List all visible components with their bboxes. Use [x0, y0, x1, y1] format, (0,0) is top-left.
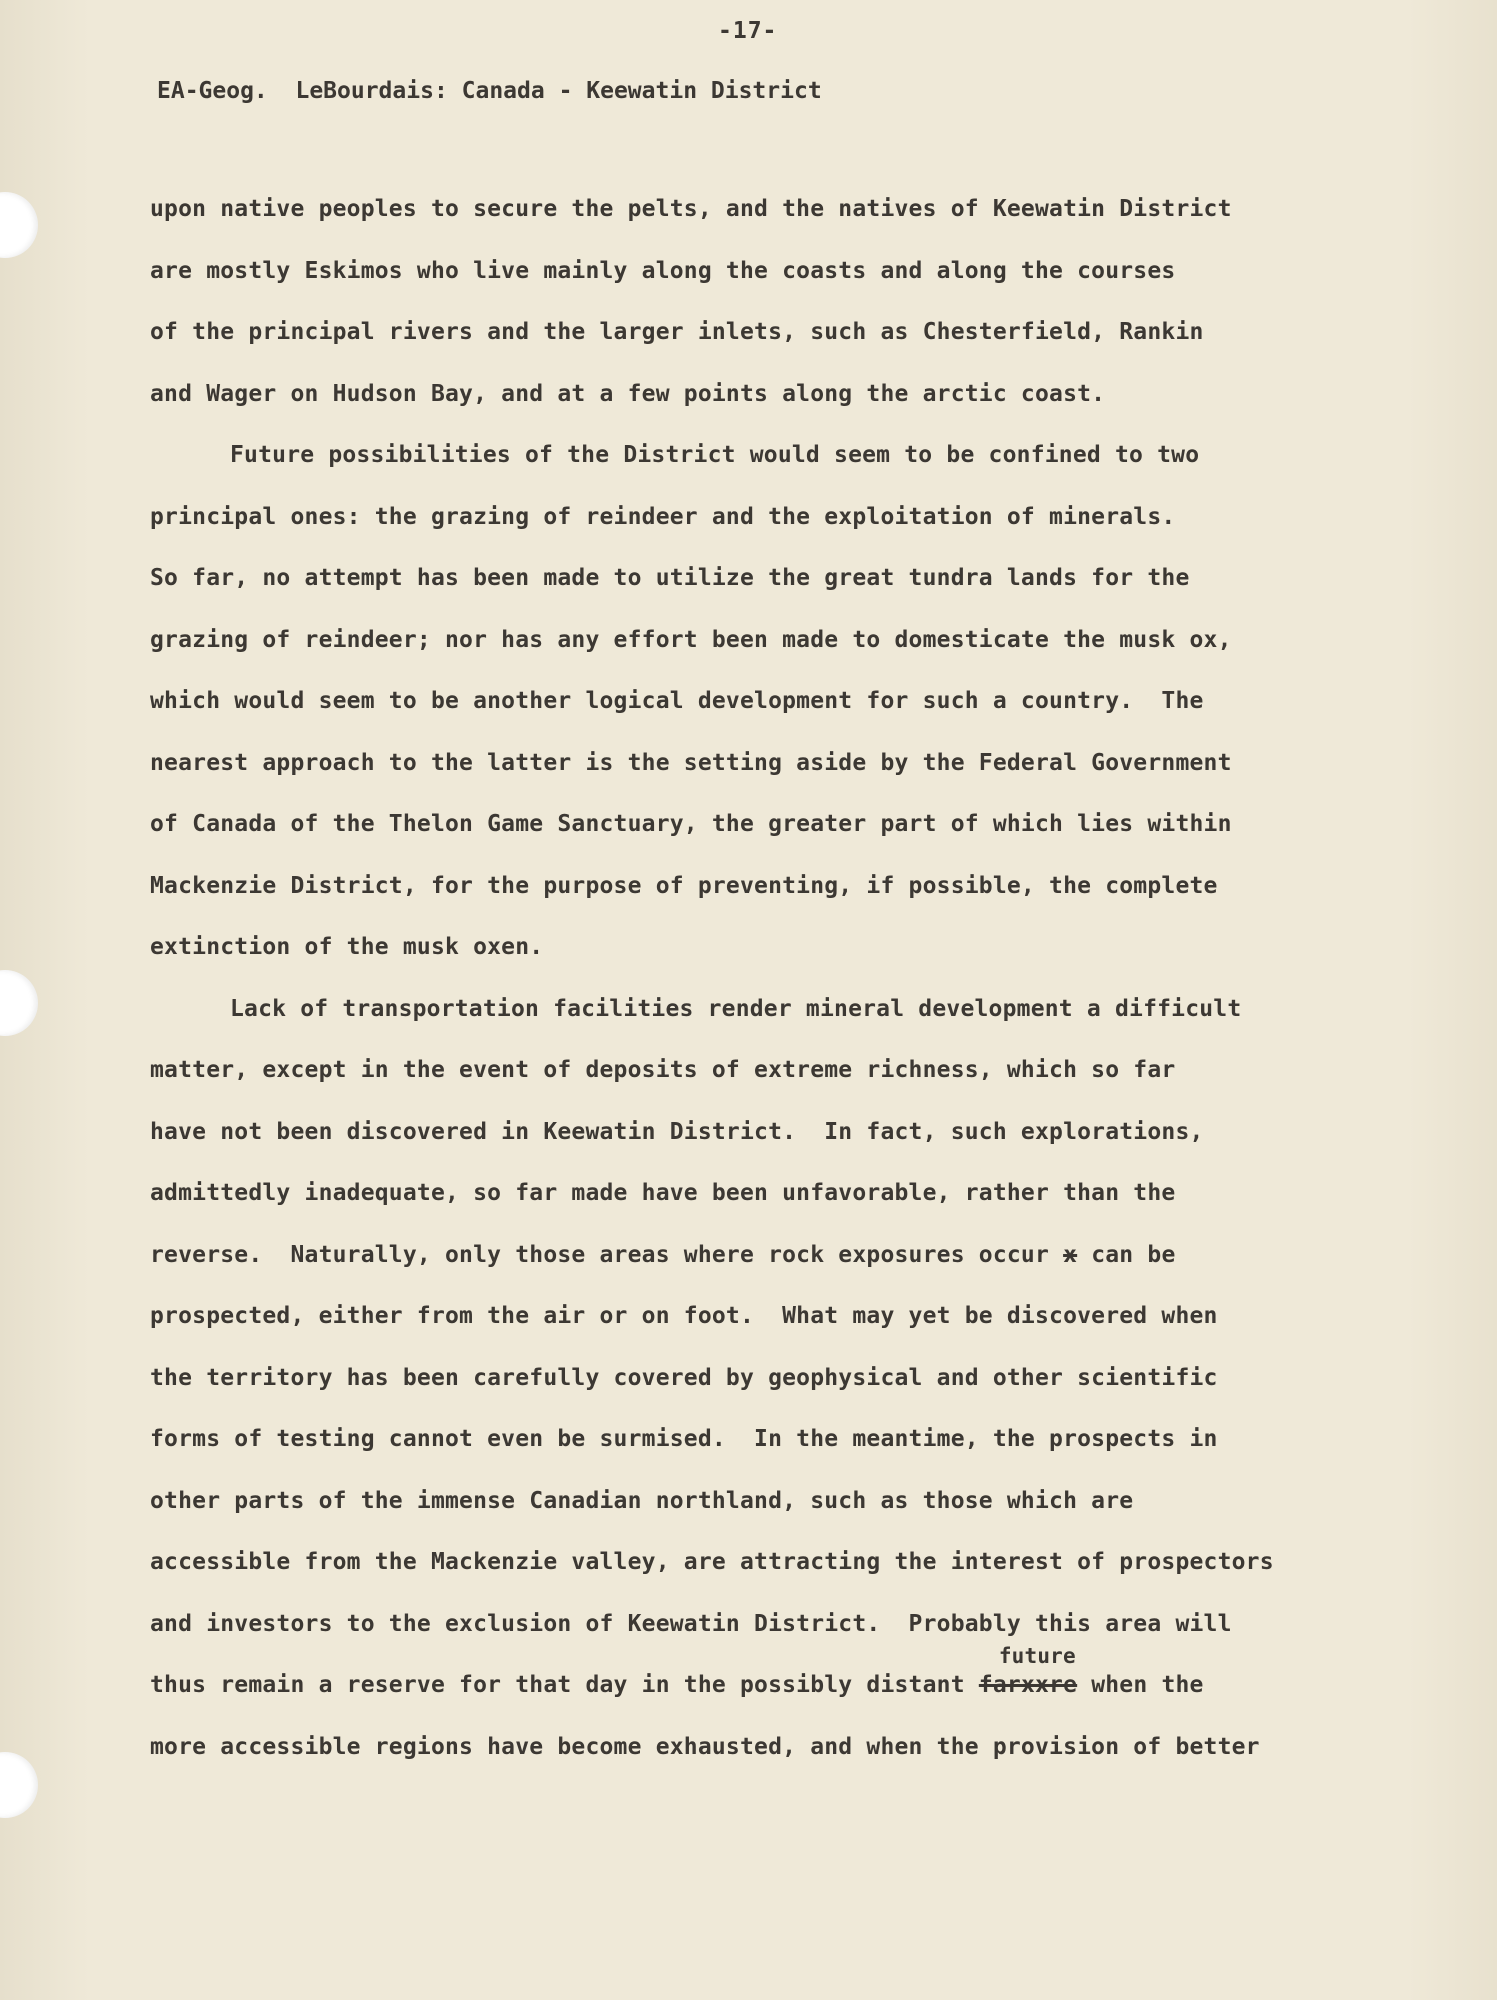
line-text: reverse. Naturally, only those areas where rock exposures occur — [150, 1241, 1050, 1268]
text-line: accessible from the Mackenzie valley, are attracting the interest of prospectors — [150, 1549, 1274, 1575]
text-line: Lack of transportation facilities render mineral development a difficult — [230, 995, 1242, 1022]
text-line: admittedly inadequate, so far made have been unfavorable, rather than the — [150, 1180, 1176, 1206]
page-number: -17- — [718, 18, 778, 44]
struck-word: farxxre — [978, 1672, 1078, 1698]
text-line: which would seem to be another logical development for such a country. The — [150, 688, 1204, 714]
text-line: nearest approach to the latter is the setting aside by the Federal Government — [150, 749, 1232, 776]
text-line: Mackenzie District, for the purpose of preventing, if possible, the complete — [150, 872, 1218, 899]
corrected-word — [978, 1644, 1078, 1698]
line-text: thus remain a reserve for that day in the possibly distant — [150, 1672, 965, 1698]
text-line: of Canada of the Thelon Game Sanctuary, the greater part of which lies within — [150, 811, 1232, 837]
text-line: and Wager on Hudson Bay, and at a few points along the arctic coast. — [150, 380, 1106, 407]
punch-hole — [0, 970, 38, 1036]
text-line: other parts of the immense Canadian northland, such as those which are — [150, 1487, 1134, 1514]
text-line — [150, 1644, 1410, 1734]
punch-hole — [0, 192, 38, 258]
text-line: principal ones: the grazing of reindeer and the exploitation of minerals. — [150, 503, 1176, 530]
text-line: are mostly Eskimos who live mainly along the coasts and along the courses — [150, 257, 1176, 284]
text-line: forms of testing cannot even be surmised. In the meantime, the prospects in — [150, 1426, 1218, 1452]
text-line: of the principal rivers and the larger inlets, such as Chesterfield, Rankin — [150, 319, 1204, 345]
running-header: EA-Geog. LeBourdais: Canada - Keewatin District — [157, 78, 822, 104]
text-line: the territory has been carefully covered by geophysical and other scientific — [150, 1364, 1218, 1391]
inserted-word: future — [998, 1644, 1076, 1668]
text-line: matter, except in the event of deposits of extreme richness, which so far — [150, 1057, 1176, 1083]
line-text: when the — [1077, 1672, 1204, 1698]
text-line: and investors to the exclusion of Keewatin District. Probably this area will — [150, 1610, 1232, 1637]
text-line: upon native peoples to secure the pelts, and the natives of Keewatin District — [150, 196, 1232, 222]
text-line: have not been discovered in Keewatin District. In fact, such explorations, — [150, 1118, 1204, 1145]
text-line: prospected, either from the air or on foot. What may yet be discovered when — [150, 1303, 1218, 1329]
line-text: can be — [1077, 1241, 1176, 1268]
text-line — [150, 1242, 1410, 1304]
text-line: So far, no attempt has been made to utilize the great tundra lands for the — [150, 565, 1190, 591]
text-line: grazing of reindeer; nor has any effort been made to domesticate the musk ox, — [150, 626, 1232, 653]
text-line: extinction of the musk oxen. — [150, 934, 544, 960]
body-text — [150, 196, 1410, 1795]
punch-hole — [0, 1752, 38, 1818]
text-line: more accessible regions have become exhausted, and when the provision of better — [150, 1733, 1260, 1760]
text-line: Future possibilities of the District would seem to be confined to two — [230, 442, 1200, 468]
struck-character: x — [1063, 1241, 1078, 1268]
